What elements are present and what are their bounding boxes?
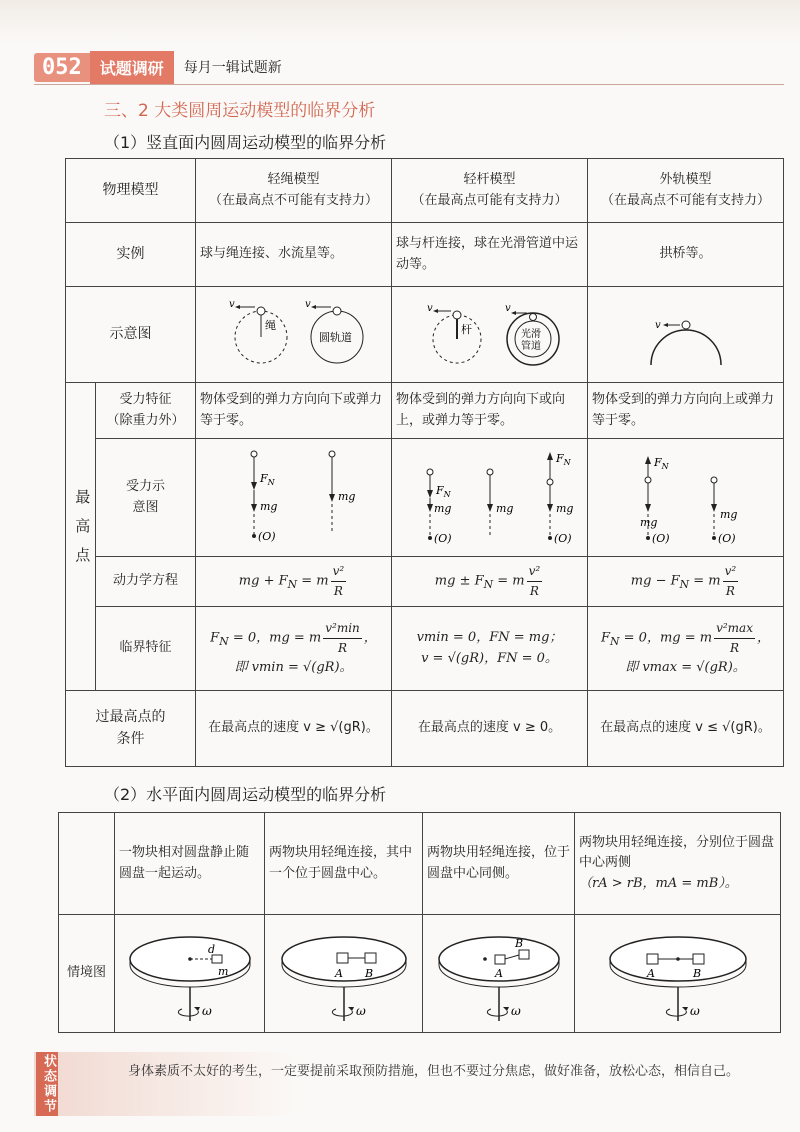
row-label [66, 691, 196, 767]
diagram-cell-rope [196, 287, 392, 383]
horizontal-circle-table [58, 812, 781, 1033]
scene-description [575, 813, 781, 915]
part2-title: （2）水平面内圆周运动模型的临界分析 [104, 785, 387, 804]
crit-sub: N [610, 635, 620, 649]
disk-two-blocks-both-sides [583, 919, 773, 1029]
fn-label [259, 472, 276, 487]
crit-line: 即 vmin = √(gR)。 [234, 659, 353, 675]
omega-label: ω [356, 1003, 366, 1018]
rod-label: 杆 [460, 322, 472, 336]
critical-feature-rope [196, 607, 392, 691]
scene-diagram [115, 915, 265, 1033]
omega-label: ω [201, 1003, 212, 1018]
table-row [66, 159, 784, 223]
outer-track-force-diagram [596, 446, 776, 550]
model-name: 轻绳模型 [267, 172, 320, 188]
row-label: 临界特征 [96, 607, 196, 691]
part1-title: （1）竖直面内圆周运动模型的临界分析 [104, 133, 387, 152]
eq-part: mg − F [630, 574, 680, 589]
eq-denominator: R [333, 584, 343, 598]
disk-two-blocks-center [269, 919, 419, 1029]
pass-label: 条件 [116, 730, 145, 747]
track-label: 圆轨道 [318, 330, 352, 344]
diagram-cell-outer-track [588, 287, 784, 383]
o-label: (O) [651, 531, 670, 545]
row-label: 实例 [66, 223, 196, 287]
v-label: v [304, 298, 311, 310]
eq-numerator: v² [723, 562, 739, 582]
mg-label: mg [337, 489, 355, 503]
crit-numerator: v²max [714, 619, 755, 639]
diagram-cell-rod [392, 287, 588, 383]
rope-force-diagram [204, 446, 384, 550]
model-name: 轻杆模型 [463, 172, 516, 188]
model-cell-rope [196, 159, 392, 223]
header-divider [34, 84, 784, 85]
crit-fraction [714, 619, 755, 657]
model-name: 外轨模型 [659, 172, 712, 188]
a-label: A [495, 966, 503, 980]
outer-track-diagram [601, 295, 771, 375]
critical-feature-outer-track [588, 607, 784, 691]
force-feature-cell: 物体受到的弹力方向向下或向上，或弹力等于零。 [392, 383, 588, 439]
eq-fraction [527, 562, 543, 600]
model-note: （在最高点不可能有支持力） [600, 192, 770, 208]
scene-description: 两物块用轻绳连接，其中一个位于圆盘中心。 [265, 813, 423, 915]
eq-part: = m [297, 574, 329, 589]
example-cell: 球与杆连接，球在光滑管道中运动等。 [392, 223, 588, 287]
crit-part: F [210, 630, 220, 646]
dynamics-equation-rod [392, 557, 588, 607]
eq-fraction [331, 562, 347, 600]
tube-label: 光滑 [520, 328, 541, 340]
pass-condition-cell: 在最高点的速度 v ≥ √(gR)。 [196, 691, 392, 767]
crit-line: 即 vmax = √(gR)。 [625, 659, 746, 675]
fn-label [653, 456, 670, 471]
force-label-note: （除重力外） [106, 412, 185, 428]
critical-feature-rod [392, 607, 588, 691]
header-cell: 物理模型 [66, 159, 196, 223]
crit-part: = 0，mg = m [619, 630, 713, 646]
force-feature-cell: 物体受到的弹力方向向上或弹力等于零。 [588, 383, 784, 439]
crit-part: ， [363, 630, 377, 646]
table-row [66, 691, 784, 767]
table-row [59, 915, 781, 1033]
o-label: (O) [553, 531, 572, 545]
disk-two-blocks-same-side [427, 919, 571, 1029]
a-label: A [646, 966, 655, 980]
force-diagram-outer-track [588, 439, 784, 557]
table-row [66, 287, 784, 383]
fn-sub: N [563, 457, 571, 467]
b-label: B [515, 936, 524, 950]
table-row [66, 607, 784, 691]
model-cell-rod [392, 159, 588, 223]
example-cell: 拱桥等。 [588, 223, 784, 287]
footer-tip: 身体素质不太好的考生，一定要提前采取预防措施，但也不要过分焦虑，做好准备，放松心态，相信自己。 [128, 1064, 740, 1079]
mg-label: mg [495, 501, 513, 515]
dynamics-equation-outer-track [588, 557, 784, 607]
mg-label: mg [555, 501, 573, 515]
vertical-circle-table [65, 158, 784, 767]
eq-part: mg + F [238, 574, 288, 589]
force-diagram-rope [196, 439, 392, 557]
footer-tag: 状态调节 [36, 1052, 58, 1116]
model-note: （在最高点可能有支持力） [411, 192, 568, 208]
force-diagram-rod [392, 439, 588, 557]
scene-diagram [423, 915, 575, 1033]
top-point-label [66, 383, 96, 691]
b-label: B [365, 966, 374, 980]
fn-text: F [259, 471, 268, 485]
eq-numerator: v² [527, 562, 543, 582]
empty-cell [59, 813, 115, 915]
fn-label [435, 484, 452, 499]
force-label: 受力特征 [119, 392, 172, 408]
example-cell: 球与绳连接、水流星等。 [196, 223, 392, 287]
eq-sub: N [483, 578, 494, 592]
o-label: (O) [717, 531, 736, 545]
mg-label: mg [433, 501, 451, 515]
eq-sub: N [679, 578, 690, 592]
m-label: m [217, 964, 228, 978]
eq-denominator: R [529, 584, 539, 598]
row-label: 动力学方程 [96, 557, 196, 607]
crit-sub: N [219, 635, 229, 649]
scene-condition: （rA > rB，mA = mB）。 [579, 875, 738, 891]
scene-diagram [575, 915, 781, 1033]
crit-part: F [601, 630, 611, 646]
row-label: 情境图 [59, 915, 115, 1033]
rod-force-diagram [400, 446, 580, 550]
pass-condition-cell: 在最高点的速度 v ≤ √(gR)。 [588, 691, 784, 767]
scene-description: 一物块相对圆盘静止随圆盘一起运动。 [115, 813, 265, 915]
row-label [96, 439, 196, 557]
model-note: （在最高点不可能有支持力） [208, 192, 378, 208]
scene-text: 两物块用轻绳连接，分别位于圆盘中心两侧 [579, 835, 775, 871]
rope-label: 绳 [264, 318, 276, 332]
table-row [66, 557, 784, 607]
fn-sub: N [267, 477, 275, 487]
a-label: A [335, 966, 343, 980]
crit-line: v = √(gR)，FN = 0。 [421, 650, 558, 666]
crit-line: vmin = 0，FN = mg； [416, 630, 563, 646]
eq-sub: N [287, 578, 298, 592]
header-motto: 每月一辑试题新 [183, 60, 282, 76]
table-row [66, 383, 784, 439]
o-label: (O) [257, 529, 276, 543]
rod-model-diagram [405, 295, 575, 375]
crit-part: ， [756, 630, 770, 646]
crit-numerator: v²min [323, 619, 362, 639]
crit-fraction [323, 619, 362, 657]
scene-description: 两物块用轻绳连接，位于圆盘中心同侧。 [423, 813, 575, 915]
eq-numerator: v² [331, 562, 347, 582]
eq-part: mg ± F [434, 574, 484, 589]
mg-label: mg [259, 499, 277, 513]
force-feature-cell: 物体受到的弹力方向向下或弹力等于零。 [196, 383, 392, 439]
v-label: v [426, 302, 433, 314]
fn-sub: N [443, 489, 451, 499]
model-cell-outer-track [588, 159, 784, 223]
page-number: 052 [34, 53, 90, 82]
pass-label: 过最高点的 [95, 708, 166, 725]
row-label: 示意图 [66, 287, 196, 383]
table-row [66, 439, 784, 557]
row-label [96, 383, 196, 439]
o-label: (O) [433, 531, 452, 545]
table-row [59, 813, 781, 915]
pass-condition-cell: 在最高点的速度 v ≥ 0。 [392, 691, 588, 767]
force-diagram-label: 意图 [132, 499, 159, 515]
mg-label: mg [719, 507, 737, 521]
crit-denominator: R [338, 640, 348, 655]
omega-label: ω [689, 1003, 700, 1018]
v-label: v [504, 302, 511, 314]
scene-diagram [265, 915, 423, 1033]
crit-part: = 0，mg = m [228, 630, 322, 646]
section-title: 三、2 大类圆周运动模型的临界分析 [104, 101, 376, 121]
dynamics-equation-rope [196, 557, 392, 607]
series-title: 试题调研 [90, 51, 174, 84]
disk-one-block [120, 919, 260, 1029]
top-point-text: 最高点 [73, 489, 92, 577]
v-label: v [654, 319, 661, 331]
crit-denominator: R [730, 640, 740, 655]
fn-sub: N [661, 461, 669, 471]
fn-text: F [435, 483, 444, 497]
eq-denominator: R [725, 584, 735, 598]
rope-model-diagram [209, 295, 379, 375]
page-top-band [0, 0, 800, 44]
eq-fraction [723, 562, 739, 600]
table-row [66, 223, 784, 287]
b-label: B [692, 966, 701, 980]
omega-label: ω [511, 1003, 521, 1018]
force-diagram-label: 受力示 [125, 479, 165, 495]
tube-label: 管道 [520, 340, 541, 352]
eq-part: = m [493, 574, 525, 589]
d-label: d [207, 942, 215, 956]
v-label: v [228, 298, 235, 310]
fn-label [555, 452, 572, 467]
fn-text: F [555, 451, 564, 465]
mg-label: mg [639, 515, 657, 529]
fn-text: F [653, 455, 662, 469]
eq-part: = m [689, 574, 721, 589]
page-header [34, 52, 282, 82]
